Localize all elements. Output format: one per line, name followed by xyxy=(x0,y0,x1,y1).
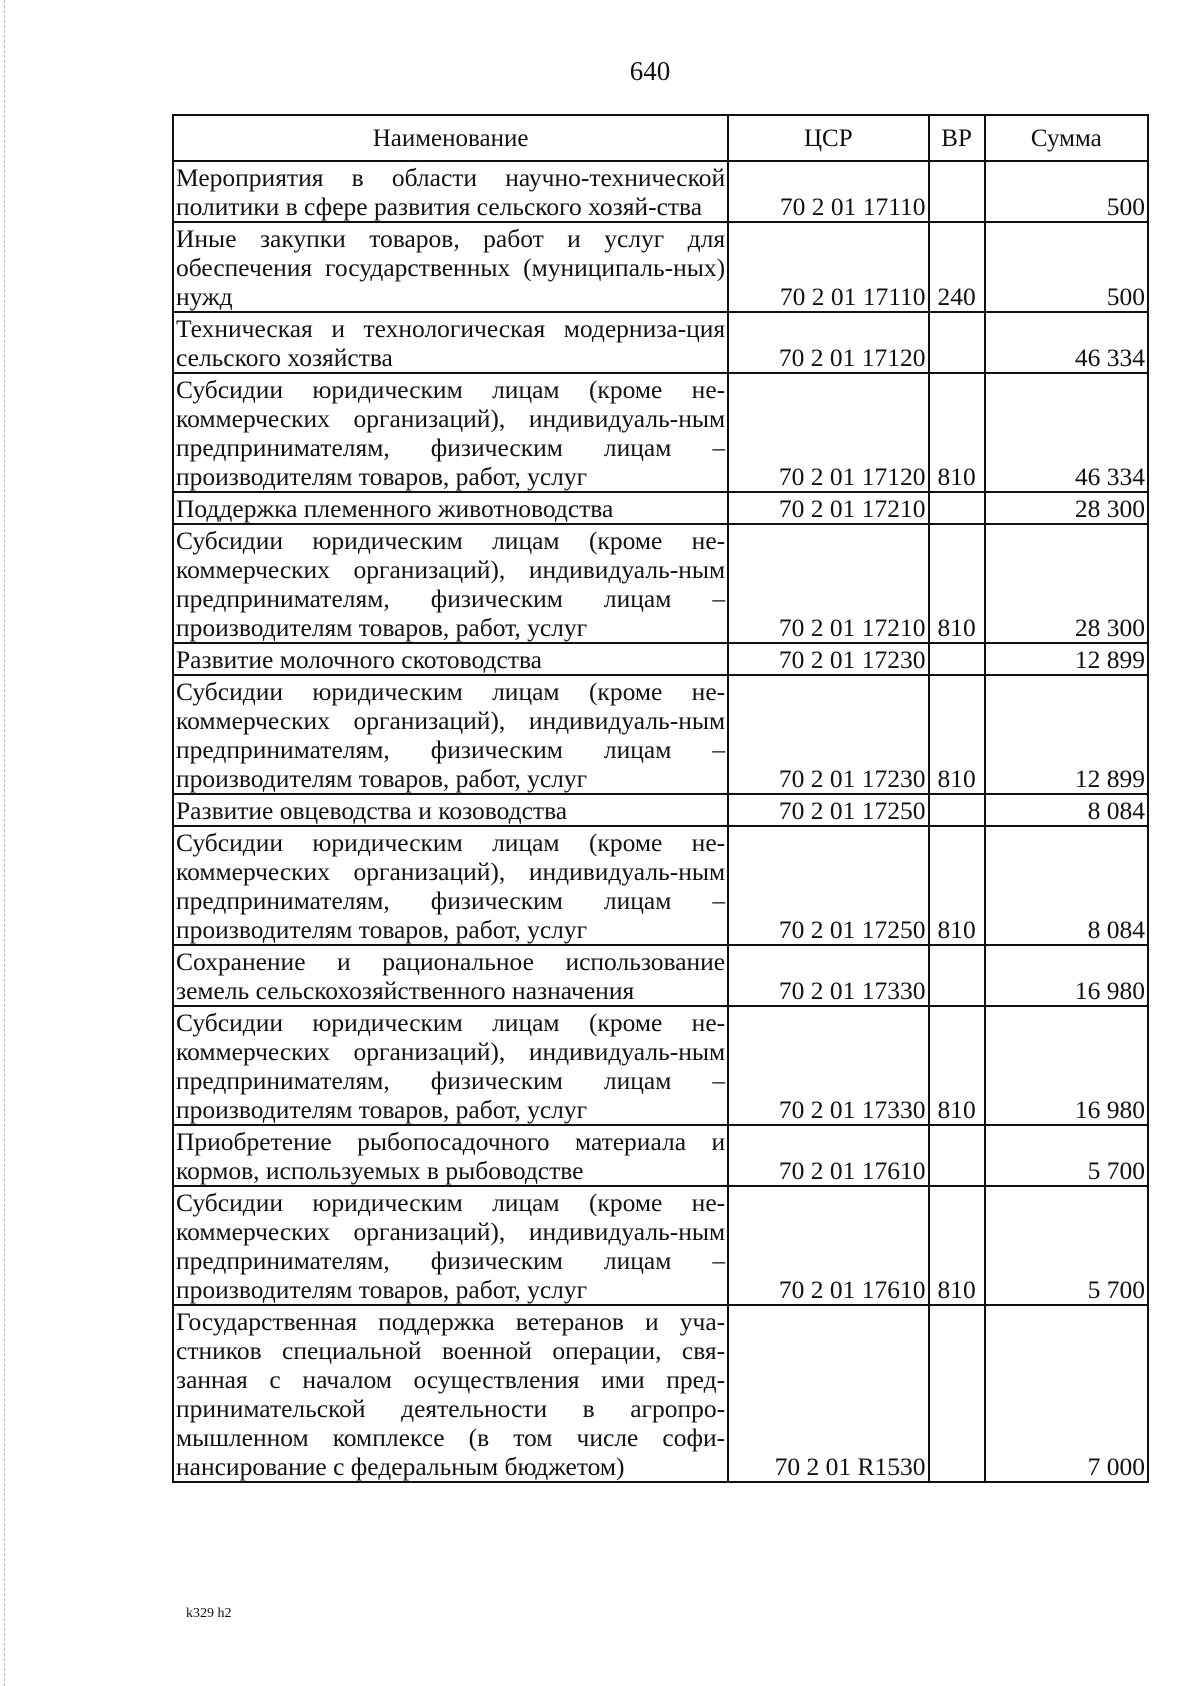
row-name-cell: Субсидии юридическим лицам (кроме не-коммерческих организаций), индивидуаль-ным предпринимателям, физическим лицам – производителям товаров, работ, услуг xyxy=(173,373,728,492)
header-csr: ЦСР xyxy=(728,115,928,161)
row-csr-cell: 70 2 01 17230 xyxy=(728,643,928,675)
row-sum-cell: 500 xyxy=(985,161,1148,222)
row-sum-cell: 5 700 xyxy=(985,1125,1148,1186)
footer-code: k329 h2 xyxy=(186,1606,232,1621)
table-row xyxy=(173,524,1148,643)
row-vr-cell: 810 xyxy=(929,826,985,945)
table-row xyxy=(173,161,1148,222)
table-row xyxy=(173,1305,1148,1482)
row-csr-cell: 70 2 01 17120 xyxy=(728,373,928,492)
row-vr-cell xyxy=(929,1125,985,1186)
row-csr-cell: 70 2 01 17330 xyxy=(728,945,928,1006)
row-vr-cell xyxy=(929,794,985,826)
row-name-cell: Приобретение рыбопосадочного материала и кормов, используемых в рыбоводстве xyxy=(173,1125,728,1186)
row-vr-cell: 240 xyxy=(929,222,985,312)
row-name-cell: Развитие молочного скотоводства xyxy=(173,643,728,675)
header-vr: ВР xyxy=(929,115,985,161)
table-row xyxy=(173,1006,1148,1125)
row-sum-cell: 500 xyxy=(985,222,1148,312)
page-number: 640 xyxy=(629,56,671,86)
table-row xyxy=(173,222,1148,312)
row-vr-cell xyxy=(929,1305,985,1482)
row-name-cell: Субсидии юридическим лицам (кроме не-коммерческих организаций), индивидуаль-ным предпринимателям, физическим лицам – производителям товаров, работ, услуг xyxy=(173,1006,728,1125)
row-vr-cell xyxy=(929,161,985,222)
table-row xyxy=(173,643,1148,675)
budget-table xyxy=(172,114,1149,1483)
row-sum-cell: 46 334 xyxy=(985,373,1148,492)
row-name-cell: Поддержка племенного животноводства xyxy=(173,492,728,524)
table-row xyxy=(173,794,1148,826)
row-sum-cell: 28 300 xyxy=(985,492,1148,524)
row-vr-cell xyxy=(929,945,985,1006)
row-name-cell: Техническая и технологическая модерниза-ция сельского хозяйства xyxy=(173,312,728,373)
row-vr-cell xyxy=(929,643,985,675)
row-name-cell: Субсидии юридическим лицам (кроме не-коммерческих организаций), индивидуаль-ным предпринимателям, физическим лицам – производителям товаров, работ, услуг xyxy=(173,675,728,794)
table-row xyxy=(173,1125,1148,1186)
table-row xyxy=(173,373,1148,492)
row-sum-cell: 8 084 xyxy=(985,794,1148,826)
row-name-cell: Сохранение и рациональное использование земель сельскохозяйственного назначения xyxy=(173,945,728,1006)
row-vr-cell xyxy=(929,492,985,524)
row-csr-cell: 70 2 01 17110 xyxy=(728,222,928,312)
row-vr-cell: 810 xyxy=(929,1006,985,1125)
row-csr-cell: 70 2 01 17250 xyxy=(728,794,928,826)
row-sum-cell: 16 980 xyxy=(985,945,1148,1006)
page-edge-line xyxy=(4,0,5,1686)
table-header-row xyxy=(173,115,1148,161)
row-name-cell: Иные закупки товаров, работ и услуг для обеспечения государственных (муниципаль-ных) нужд xyxy=(173,222,728,312)
row-sum-cell: 28 300 xyxy=(985,524,1148,643)
row-name-cell: Субсидии юридическим лицам (кроме не-коммерческих организаций), индивидуаль-ным предпринимателям, физическим лицам – производителям товаров, работ, услуг xyxy=(173,826,728,945)
row-sum-cell: 46 334 xyxy=(985,312,1148,373)
row-csr-cell: 70 2 01 17330 xyxy=(728,1006,928,1125)
table-row xyxy=(173,945,1148,1006)
row-csr-cell: 70 2 01 17610 xyxy=(728,1186,928,1305)
row-csr-cell: 70 2 01 17210 xyxy=(728,492,928,524)
row-csr-cell: 70 2 01 17610 xyxy=(728,1125,928,1186)
row-vr-cell xyxy=(929,312,985,373)
row-sum-cell: 7 000 xyxy=(985,1305,1148,1482)
header-sum: Сумма xyxy=(985,115,1148,161)
row-sum-cell: 5 700 xyxy=(985,1186,1148,1305)
row-sum-cell: 12 899 xyxy=(985,675,1148,794)
row-name-cell: Мероприятия в области научно-технической политики в сфере развития сельского хозяй-ства xyxy=(173,161,728,222)
row-csr-cell: 70 2 01 17110 xyxy=(728,161,928,222)
row-name-cell: Государственная поддержка ветеранов и уча-стников специальной военной операции, свя-занная с началом осуществления ими пред-принимательской деятельности в агропро-мышленном комплексе (в том числе софи-нансирование с федеральным бюджетом) xyxy=(173,1305,728,1482)
row-vr-cell: 810 xyxy=(929,1186,985,1305)
table-row xyxy=(173,1186,1148,1305)
header-name: Наименование xyxy=(173,115,728,161)
row-csr-cell: 70 2 01 17230 xyxy=(728,675,928,794)
row-sum-cell: 12 899 xyxy=(985,643,1148,675)
row-vr-cell: 810 xyxy=(929,675,985,794)
row-sum-cell: 8 084 xyxy=(985,826,1148,945)
row-vr-cell: 810 xyxy=(929,373,985,492)
row-sum-cell: 16 980 xyxy=(985,1006,1148,1125)
row-name-cell: Субсидии юридическим лицам (кроме не-коммерческих организаций), индивидуаль-ным предпринимателям, физическим лицам – производителям товаров, работ, услуг xyxy=(173,524,728,643)
table-row xyxy=(173,492,1148,524)
table-row xyxy=(173,826,1148,945)
row-csr-cell: 70 2 01 17250 xyxy=(728,826,928,945)
row-name-cell: Субсидии юридическим лицам (кроме не-коммерческих организаций), индивидуаль-ным предпринимателям, физическим лицам – производителям товаров, работ, услуг xyxy=(173,1186,728,1305)
table-row xyxy=(173,675,1148,794)
row-vr-cell: 810 xyxy=(929,524,985,643)
row-csr-cell: 70 2 01 17210 xyxy=(728,524,928,643)
row-csr-cell: 70 2 01 17120 xyxy=(728,312,928,373)
table-body xyxy=(173,161,1148,1482)
row-name-cell: Развитие овцеводства и козоводства xyxy=(173,794,728,826)
table-row xyxy=(173,312,1148,373)
row-csr-cell: 70 2 01 R1530 xyxy=(728,1305,928,1482)
